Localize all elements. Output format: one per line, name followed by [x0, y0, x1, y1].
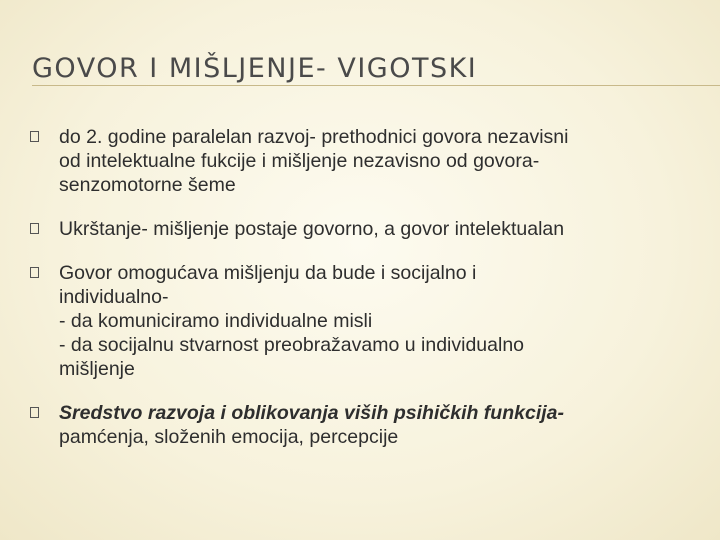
bullet-marker-icon [30, 131, 39, 142]
bullet-marker-icon [30, 267, 39, 278]
bullet-line: do 2. godine paralelan razvoj- prethodnici govora nezavisni [59, 126, 569, 148]
bullet-marker-icon [30, 223, 39, 234]
slide-title: GOVOR I MIŠLJENJE- VIGOTSKI [32, 53, 478, 84]
bullet-line: Govor omogućava mišljenju da bude i socijalno i [59, 262, 477, 284]
bullet-line: - da socijalnu stvarnost preobražavamo u individualno [59, 334, 525, 356]
bullet-marker-icon [30, 407, 39, 418]
bullet-line: od intelektualne fukcije i mišljenje nezavisno od govora- [59, 150, 540, 172]
bullet-item [30, 401, 690, 449]
bullet-item [30, 125, 690, 197]
bullet-list [30, 125, 690, 469]
bullet-item [30, 217, 690, 241]
bullet-line: - da komuniciramo individualne misli [59, 310, 373, 332]
bullet-emphasis: Sredstvo razvoja i oblikovanja viših psihičkih funkcija- [59, 402, 564, 424]
bullet-line: individualno- [59, 286, 169, 308]
bullet-item [30, 261, 690, 381]
bullet-line: senzomotorne šeme [59, 174, 236, 196]
bullet-line: mišljenje [59, 358, 135, 380]
bullet-line: Ukrštanje- mišljenje postaje govorno, a govor intelektualan [59, 218, 565, 240]
bullet-line: pamćenja, složenih emocija, percepcije [59, 426, 399, 448]
title-underline [32, 85, 720, 86]
